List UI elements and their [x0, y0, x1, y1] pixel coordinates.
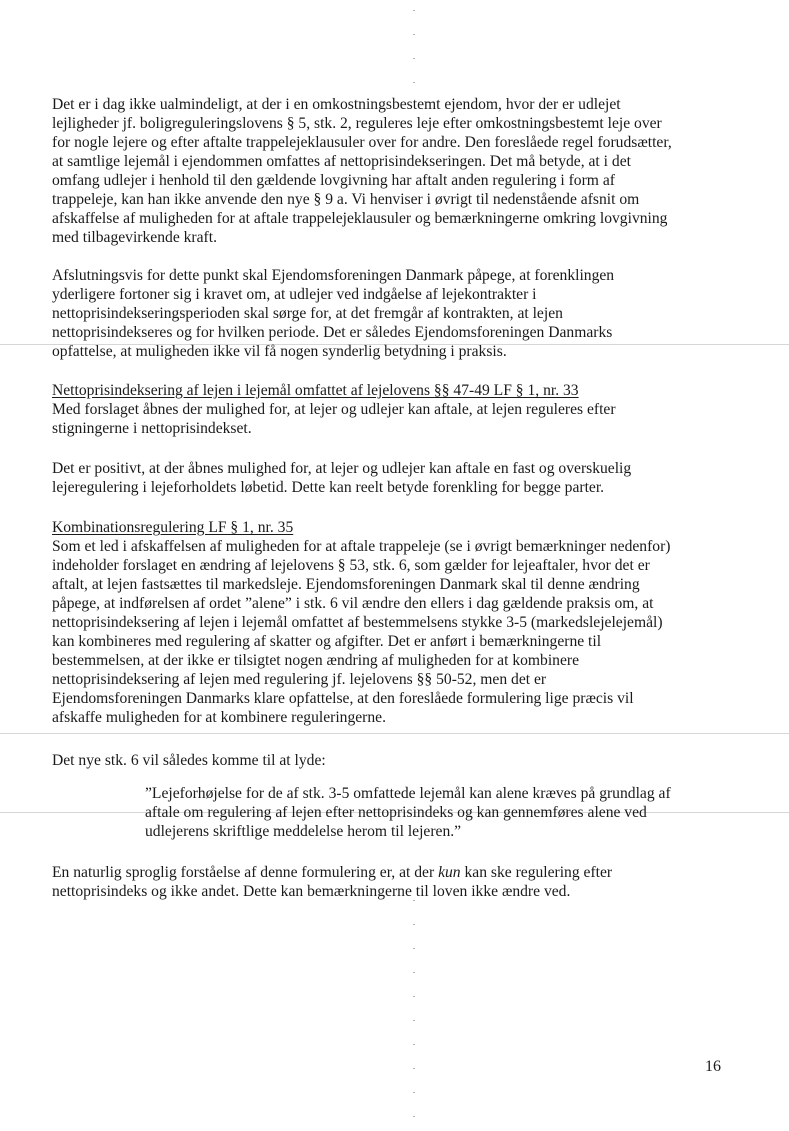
page-number: 16	[705, 1058, 721, 1075]
section-heading-nettoprisindeksering: Nettoprisindeksering af lejen i lejemål omfattet af lejelovens §§ 47-49 LF § 1, nr. 33	[52, 382, 579, 399]
paragraph-forslaget: Med forslaget åbnes der mulighed for, at lejer og udlejer kan aftale, at lejen reguleres efter stigningerne i nettoprisindekset.	[52, 401, 616, 437]
block-quote: ”Lejeforhøjelse for de af stk. 3-5 omfattede lejemål kan alene kræves på grundlag af aftale om regulering af lejen efter nettoprisindeks og kan gennemføres alene ved udlejerens skriftlige meddelelse herom til lejeren.”	[145, 785, 671, 840]
scan-line	[0, 733, 789, 734]
paragraph-afslutningsvis: Afslutningsvis for dette punkt skal Ejendomsforeningen Danmark påpege, at forenklingen yderligere fortoner sig i kravet om, at udlejer ved indgåelse af lejekontrakter i nettoprisindekseringsperioden skal sørge for, at det fremgår af kontrakten, at lejen nettoprisindekseres og for hvilken periode. Det er således Ejendomsforeningen Danmarks opfattelse, at muligheden ikke vil få nogen synderlig betydning i praksis.	[52, 267, 615, 360]
paragraph-omkostningsbestemt: Det er i dag ikke ualmindeligt, at der i en omkostningsbestemt ejendom, hvor der er udlejet lejligheder jf. boligreguleringslovens § 5, stk. 2, reguleres leje efter omkostningsbestemt leje over for nogle lejere og efter aftalte trappelejeklausuler over for andre. Den foreslåede regel forudsætter, at samtlige lejemål i ejendommen omfattes af nettoprisindekseringen. Det må betyde, at i det omfang udlejer i henhold til den gældende lovgivning har aftalt anden regulering i form af trappeleje, kan han ikke anvende den nye § 9 a. Vi henviser i øvrigt til nedenstående afsnit om afskaffelse af muligheden for at aftale trappelejeklausuler og bemærkningerne omkring lovgivning med tilbagevirkende kraft.	[52, 96, 672, 246]
paragraph-kombination: Som et led i afskaffelsen af muligheden for at aftale trappeleje (se i øvrigt bemærkninger nedenfor) indeholder forslaget en ændring af lejelovens § 53, stk. 6, som gælder for lejeaftaler, hvor det er aftalt, at lejen fastsættes til markedsleje. Ejendomsforeningen Danmark skal til denne ændring påpege, at indførelsen af ordet ”alene” i stk. 6 vil ændre den ellers i dag gældende praksis om, at nettoprisindeksering af lejen i lejemål omfattet af bestemmelsens stykke 3-5 (markedslejelejemål) kan kombineres med regulering af skatter og afgifter. Det er anført i bemærkningerne til bestemmelsen, at der ikke er tilsigtet nogen ændring af muligheden for at kombinere nettoprisindeksering af lejen med regulering jf. lejelovens §§ 50-52, men det er Ejendomsforeningen Danmarks klare opfattelse, at den foreslåede formulering lige præcis vil afskaffe muligheden for at kombinere reguleringerne.	[52, 538, 671, 726]
paragraph-positivt: Det er positivt, at der åbnes mulighed for, at lejer og udlejer kan aftale en fast og overskuelig lejeregulering i lejeforholdets løbetid. Dette kan reelt betyde forenkling for begge parter.	[52, 460, 632, 496]
konklusion-text-end: kan ske regulering efter nettoprisindeks og ikke andet. Dette kan bemærkningerne til loven ikke ændre ved.	[52, 864, 613, 900]
scan-dots-top	[413, 10, 415, 90]
konklusion-text-start: En naturlig sproglig forståelse af denne formulering er, at der	[52, 864, 439, 881]
section-heading-kombinationsregulering: Kombinationsregulering LF § 1, nr. 35	[52, 519, 294, 536]
emphasis-kun: kun	[438, 864, 461, 881]
paragraph-konklusion	[52, 863, 712, 901]
paragraph-nye-stk: Det nye stk. 6 vil således komme til at lyde:	[52, 752, 326, 769]
scan-dots-bottom	[413, 900, 415, 1120]
